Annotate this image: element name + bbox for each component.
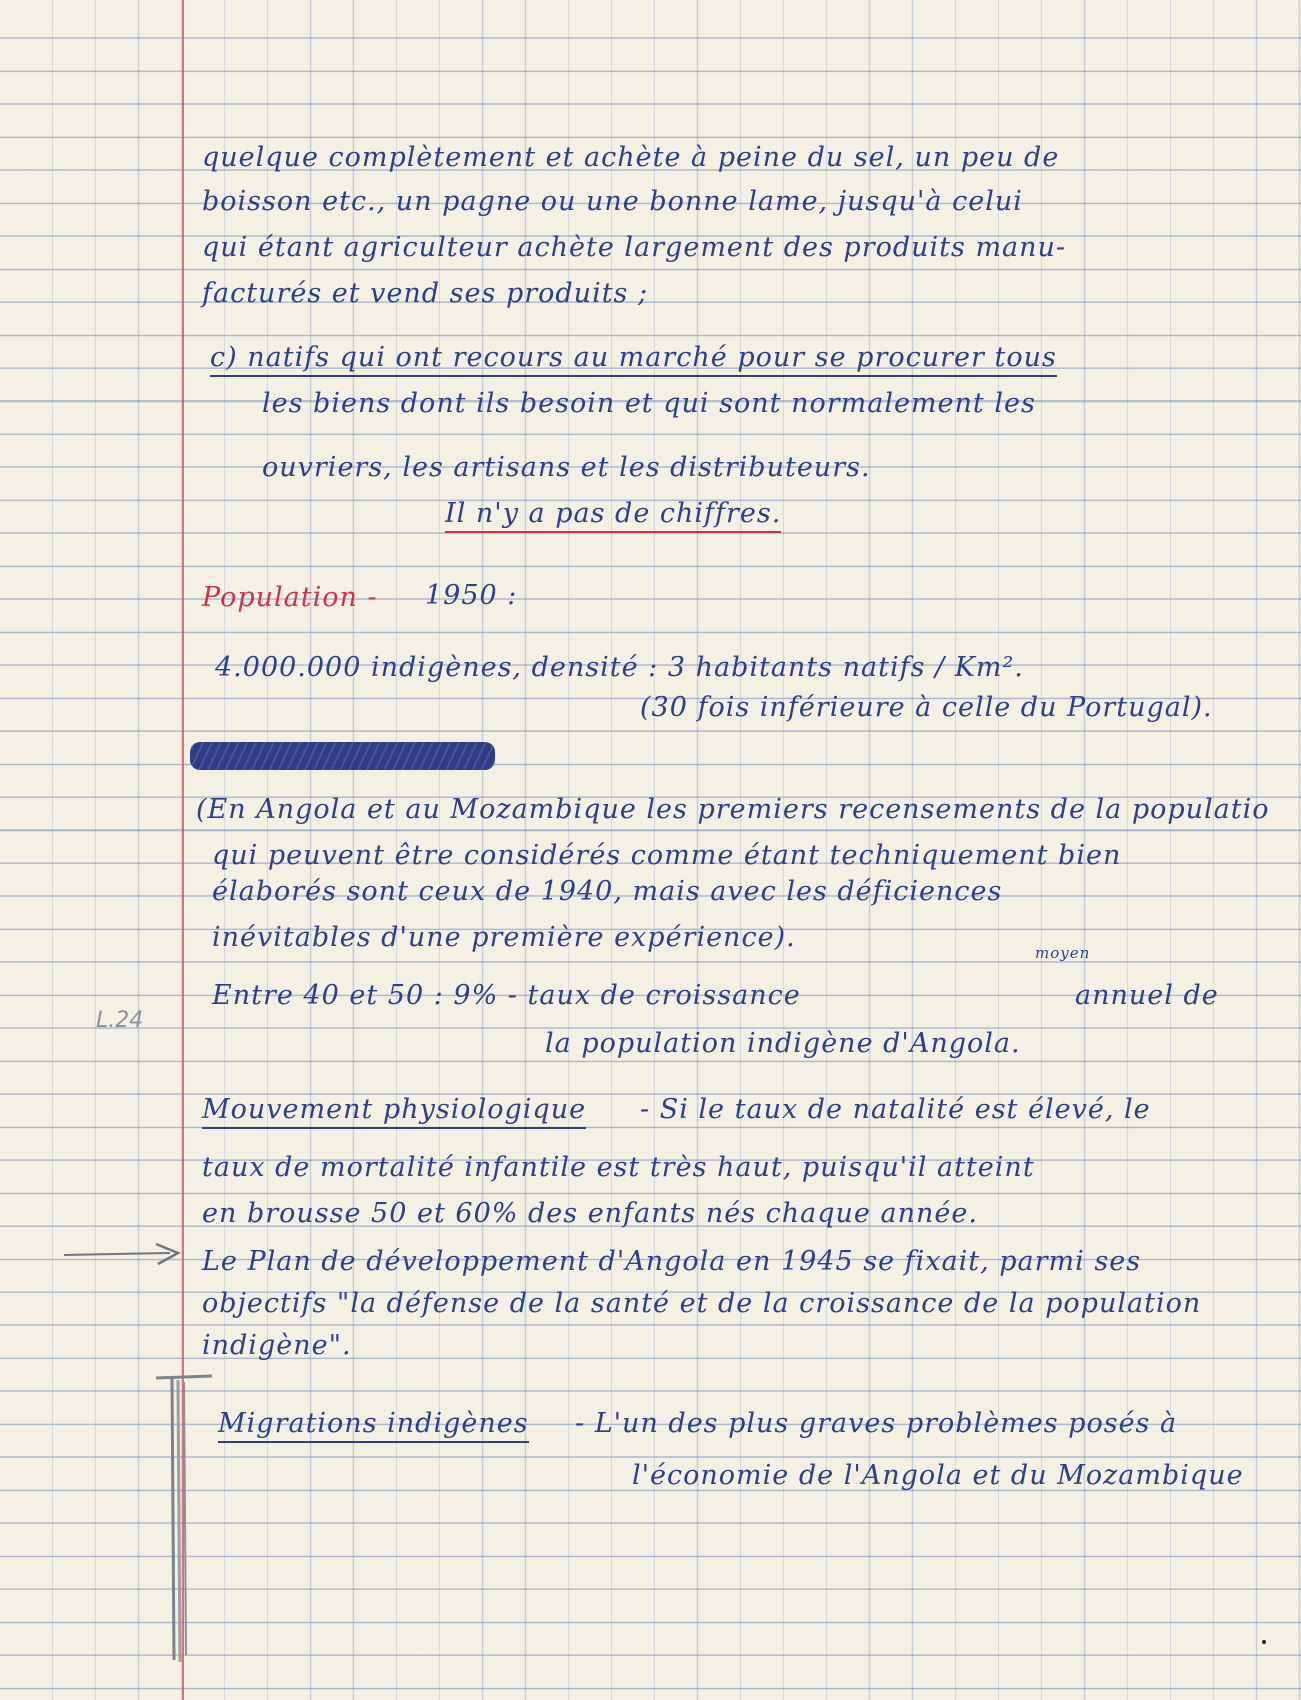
text-line: qui peuvent être considérés comme étant techniquement bien [212,840,1122,871]
heading-mouvement: Mouvement physiologique [202,1094,586,1129]
heading-population: Population - [202,582,378,613]
text-line: ouvriers, les artisans et les distributeurs. [262,452,871,483]
insertion-word: moyen [1035,944,1091,962]
text-line: objectifs "la défense de la santé et de la croissance de la population [202,1288,1202,1319]
text-line: l'économie de l'Angola et du Mozambique [632,1460,1244,1491]
text-line: indigène". [202,1330,352,1361]
text-line: inévitables d'une première expérience). [212,922,796,953]
margin-note: L.24 [96,1008,144,1033]
ink-dot [1262,1640,1266,1644]
heading-migrations: Migrations indigènes [218,1408,529,1443]
text-line: facturés et vend ses produits ; [202,278,649,309]
text-line: taux de mortalité infantile est très haut, puisqu'il atteint [202,1152,1035,1183]
text-line: 4.000.000 indigènes, densité : 3 habitants natifs / Km². [215,652,1024,683]
text-line: les biens dont ils besoin et qui sont normalement les [262,388,1036,419]
text-line: c) natifs qui ont recours au marché pour se procurer tous [210,342,1057,377]
text-line: (En Angola et au Mozambique les premiers recensements de la populatio [196,794,1270,825]
note-no-figures: Il n'y a pas de chiffres. [445,498,781,533]
text-line: la population indigène d'Angola. [545,1028,1021,1059]
crossed-out-scribble [190,742,495,770]
text-line: - L'un des plus graves problèmes posés à [575,1408,1178,1439]
pencil-bracket-mark [150,1370,220,1670]
arrow-icon [60,1240,190,1270]
text-line: annuel de [1075,980,1219,1011]
text-line: Le Plan de développement d'Angola en 1945 se fixait, parmi ses [202,1246,1142,1277]
text-line: quelque complètement et achète à peine du sel, un peu de [202,142,1060,173]
text-line: qui étant agriculteur achète largement des produits manu- [202,232,1067,263]
text-line: élaborés sont ceux de 1940, mais avec les déficiences [212,876,1003,907]
text-line: Entre 40 et 50 : 9% - taux de croissance [212,980,801,1011]
text-line: boisson etc., un pagne ou une bonne lame, jusqu'à celui [202,186,1023,217]
text-line: en brousse 50 et 60% des enfants nés chaque année. [202,1198,978,1229]
year-label: 1950 : [425,580,518,611]
text-line: - Si le taux de natalité est élevé, le [640,1094,1151,1125]
text-line: (30 fois inférieure à celle du Portugal). [640,692,1213,723]
